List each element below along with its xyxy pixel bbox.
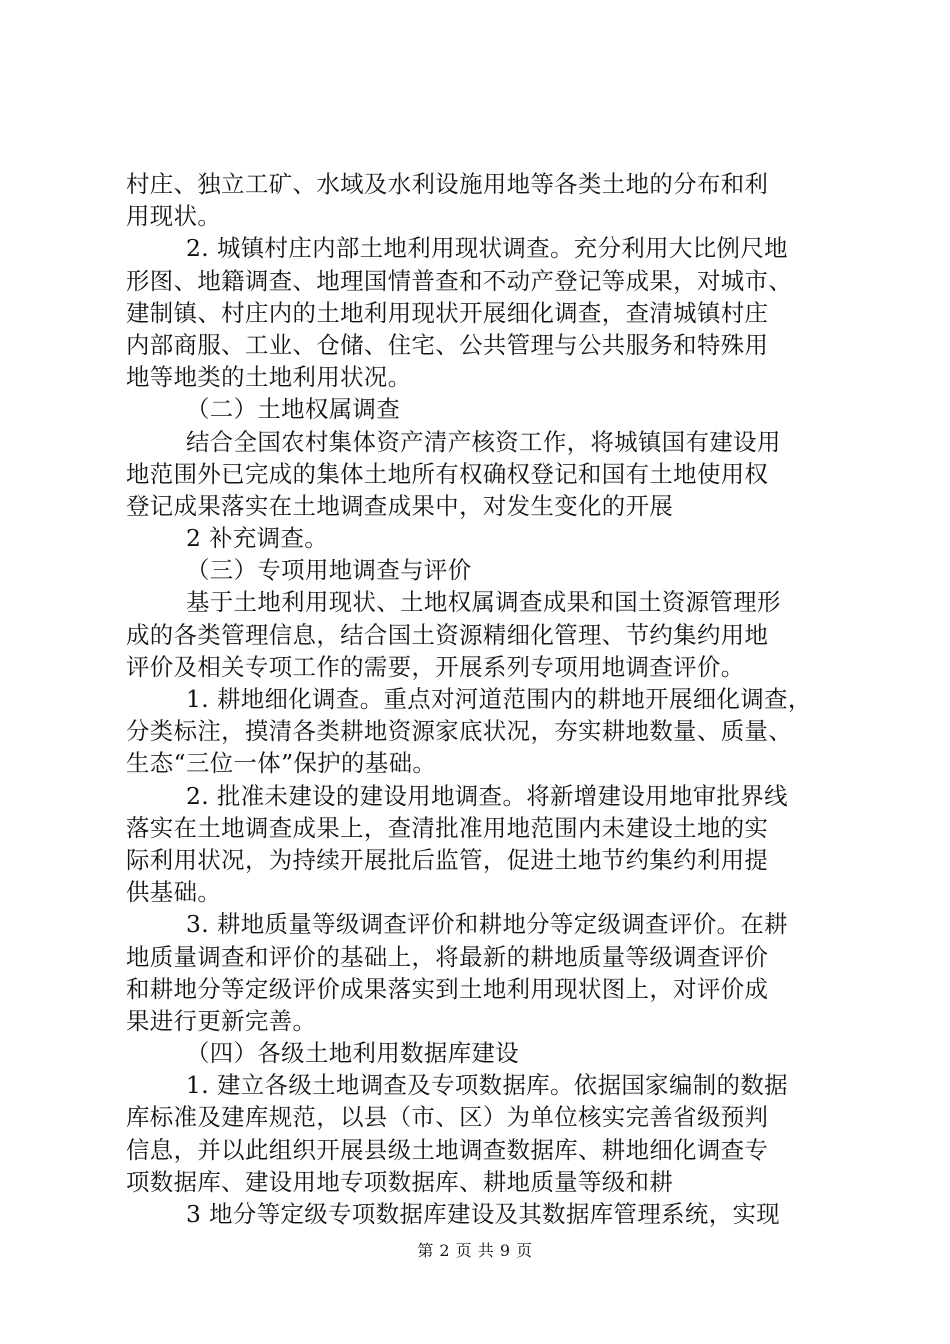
text-line: 评价及相关专项工作的需要，开展系列专项用地调查评价。 bbox=[126, 652, 745, 681]
text-line: 1. 建立各级土地调查及专项数据库。依据国家编制的数据 bbox=[186, 1071, 788, 1100]
text-line: 分类标注，摸清各类耕地资源家底状况，夯实耕地数量、质量、 bbox=[126, 717, 793, 746]
text-line: （四）各级土地利用数据库建设 bbox=[186, 1039, 520, 1068]
text-line: 2. 批准未建设的建设用地调查。将新增建设用地审批界线 bbox=[186, 781, 788, 810]
text-line: 和耕地分等定级评价成果落实到土地利用现状图上，对评价成 bbox=[126, 974, 769, 1003]
text-line: 成的各类管理信息，结合国土资源精细化管理、节约集约用地 bbox=[126, 620, 769, 649]
text-line: 地范围外已完成的集体土地所有权确权登记和国有土地使用权 bbox=[126, 459, 769, 488]
document-body bbox=[126, 168, 834, 1230]
text-line: 供基础。 bbox=[126, 878, 222, 907]
text-line: 村庄、独立工矿、水域及水利设施用地等各类土地的分布和利 bbox=[126, 170, 769, 198]
text-line: 建制镇、村庄内的土地利用现状开展细化调查，查清城镇村庄 bbox=[126, 298, 769, 327]
text-line: 果进行更新完善。 bbox=[126, 1006, 317, 1035]
text-line: 库标准及建库规范，以县（市、区）为单位核实完善省级预判 bbox=[126, 1103, 769, 1132]
text-line: （三）专项用地调查与评价 bbox=[186, 556, 472, 585]
text-line: 信息，并以此组织开展县级土地调查数据库、耕地细化调查专 bbox=[126, 1135, 769, 1164]
text-line: 落实在土地调查成果上，查清批准用地范围内未建设土地的实 bbox=[126, 813, 769, 842]
page-footer: 第 2 页 共 9 页 bbox=[417, 1241, 533, 1260]
text-line: 登记成果落实在土地调查成果中，对发生变化的开展 bbox=[126, 491, 674, 520]
text-line: 结合全国农村集体资产清产核资工作，将城镇国有建设用 bbox=[186, 427, 781, 456]
text-line: 形图、地籍调查、地理国情普查和不动产登记等成果，对城市、 bbox=[126, 266, 793, 295]
text-line: 用现状。 bbox=[126, 202, 222, 231]
text-line: 3 地分等定级专项数据库建设及其数据库管理系统，实现 bbox=[186, 1200, 781, 1228]
text-line: 2 补充调查。 bbox=[186, 524, 329, 553]
text-line: 地质量调查和评价的基础上，将最新的耕地质量等级调查评价 bbox=[126, 942, 769, 971]
text-line: 项数据库、建设用地专项数据库、耕地质量等级和耕 bbox=[126, 1167, 674, 1196]
text-line: 3. 耕地质量等级调查评价和耕地分等定级调查评价。在耕 bbox=[186, 910, 788, 939]
text-line: 1. 耕地细化调查。重点对河道范围内的耕地开展细化调查， bbox=[186, 685, 812, 713]
text-line: 2. 城镇村庄内部土地利用现状调查。充分利用大比例尺地 bbox=[186, 234, 788, 263]
text-line: 基于土地利用现状、土地权属调查成果和国土资源管理形 bbox=[186, 588, 781, 617]
text-line: 际利用状况，为持续开展批后监管，促进土地节约集约利用提 bbox=[126, 845, 769, 874]
text-line: 地等地类的土地利用状况。 bbox=[126, 363, 412, 392]
text-line: 生态“三位一体”保护的基础。 bbox=[126, 749, 437, 778]
text-line: （二）土地权属调查 bbox=[186, 395, 401, 424]
text-line: 内部商服、工业、仓储、住宅、公共管理与公共服务和特殊用 bbox=[126, 330, 769, 359]
